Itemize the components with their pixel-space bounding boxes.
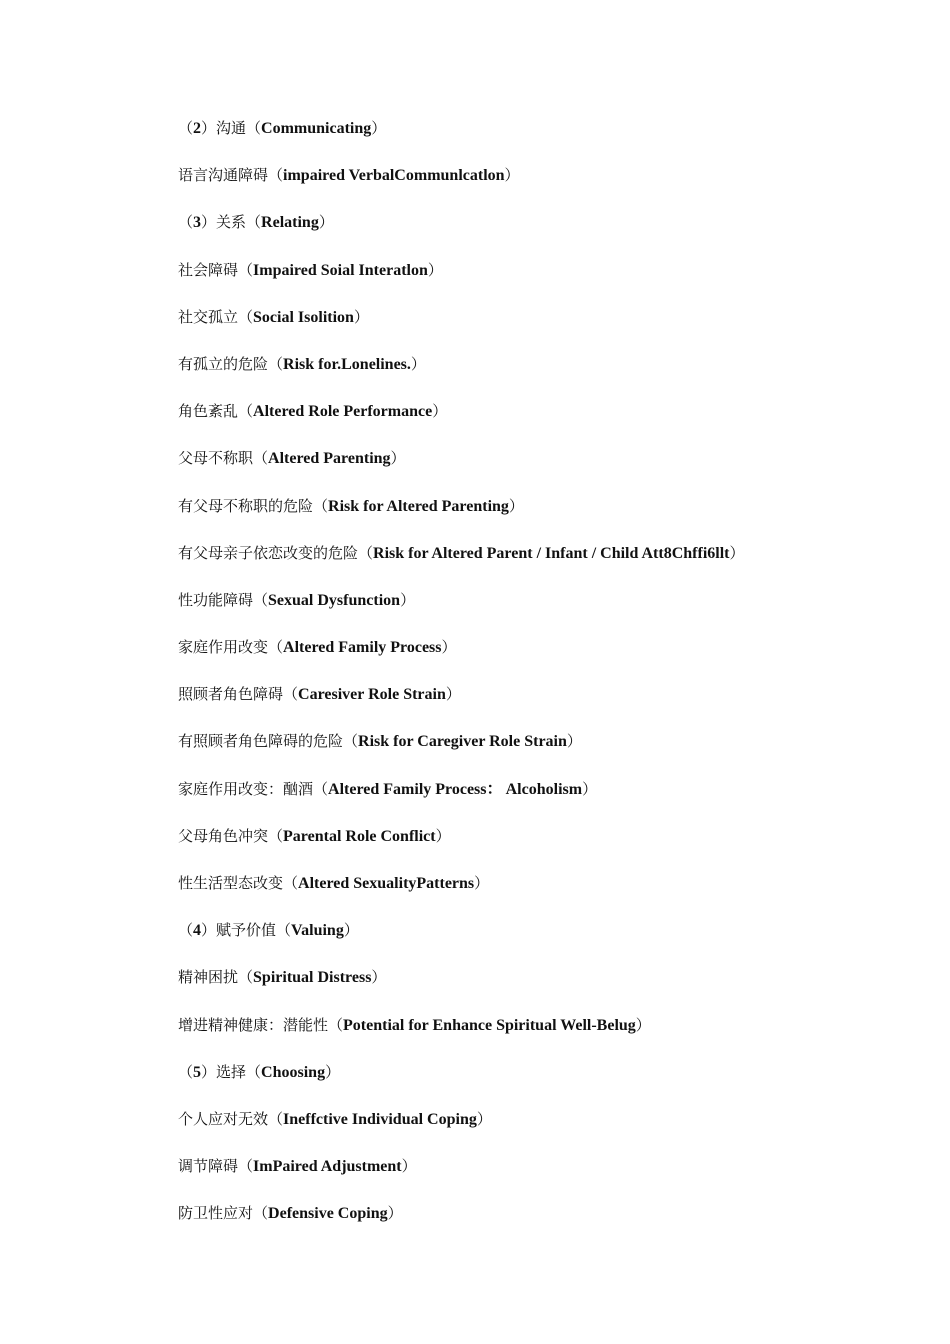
list-item: 家庭作用改变（Altered Family Process） — [178, 638, 457, 657]
list-item: 父母角色冲突（Parental Role Conflict） — [178, 826, 451, 845]
list-item: 增进精神健康：潜能性（Potential for Enhance Spiritual Well-Belug） — [178, 1015, 651, 1034]
diagnosis-list — [178, 117, 918, 1250]
list-item: 性生活型态改变（Altered SexualityPatterns） — [178, 874, 490, 892]
list-item: 有父母不称职的危险（Risk for Altered Parenting） — [178, 496, 524, 515]
list-item: 有孤立的危险（Risk for.Lonelines.） — [178, 354, 426, 373]
list-item: 角色紊乱（Altered Role Performance） — [178, 402, 448, 421]
section-heading-choosing: （5）选择（Choosing） — [178, 1062, 341, 1081]
list-item: 个人应对无效（Ineffctive Individual Coping） — [178, 1109, 492, 1128]
section-heading-communicating: （2）沟通（Communicating） — [178, 119, 387, 137]
list-item: 语言沟通障碍（impaired VerbalCommunlcatlon） — [178, 166, 520, 185]
list-item: 精神困扰（Spiritual Distress） — [178, 968, 387, 987]
list-item: 社会障碍（Impaired Soial Interatlon） — [178, 260, 443, 279]
list-item: 家庭作用改变：酗酒（Altered Family Process： Alcoholism） — [178, 779, 598, 798]
list-item: 有父母亲子依恋改变的危险（Risk for Altered Parent / Infant / Child Att8Chffi6llt） — [178, 543, 745, 562]
section-heading-valuing: （4）赋予价值（Valuing） — [178, 921, 359, 940]
section-heading-relating: （3）关系（Relating） — [178, 213, 334, 232]
list-item: 调节障碍（ImPaired Adjustment） — [178, 1157, 417, 1176]
list-item: 防卫性应对（Defensive Coping） — [178, 1204, 403, 1223]
list-item: 性功能障碍（Sexual Dysfunction） — [178, 590, 416, 609]
list-item: 父母不称职（Altered Parenting） — [178, 449, 406, 468]
list-item: 社交孤立（Social Isolition） — [178, 307, 369, 326]
list-item: 有照顾者角色障碍的危险（Risk for Caregiver Role Strain） — [178, 732, 582, 751]
list-item: 照顾者角色障碍（Caresiver Role Strain） — [178, 685, 461, 704]
